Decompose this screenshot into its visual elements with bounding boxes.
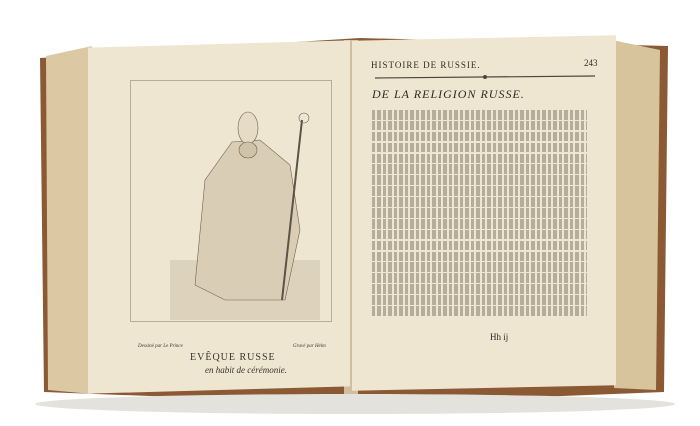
- text-line: [372, 143, 587, 153]
- plate-credit-left: Dessiné par Le Prince: [138, 344, 183, 349]
- text-line: [372, 306, 587, 316]
- text-line: [372, 208, 587, 218]
- text-line: [372, 132, 587, 142]
- running-header: HISTOIRE DE RUSSIE.: [371, 60, 481, 70]
- signature-mark: Hh ij: [490, 332, 509, 342]
- section-title: DE LA RELIGION RUSSE.: [372, 87, 525, 101]
- plate-subcaption: en habit de cérémonie.: [205, 365, 287, 375]
- plate-credit-right: Gravé par Helm: [293, 344, 326, 349]
- text-line: [372, 219, 587, 229]
- text-line: [372, 154, 587, 164]
- text-line: [372, 186, 587, 196]
- body-text-lines: [372, 110, 587, 317]
- text-line: [372, 230, 587, 240]
- text-line: [372, 121, 587, 131]
- text-line: [372, 164, 587, 174]
- text-line: [372, 273, 587, 283]
- text-line: [372, 197, 587, 207]
- text-line: [372, 175, 587, 185]
- page-number: 243: [584, 58, 598, 68]
- text-line: [372, 262, 587, 272]
- text-line: [372, 110, 587, 120]
- text-line: [372, 241, 587, 251]
- plate-caption: EVÊQUE RUSSE: [190, 352, 276, 363]
- text-line: [372, 284, 587, 294]
- text-line: [372, 252, 587, 262]
- text-line: [372, 295, 587, 305]
